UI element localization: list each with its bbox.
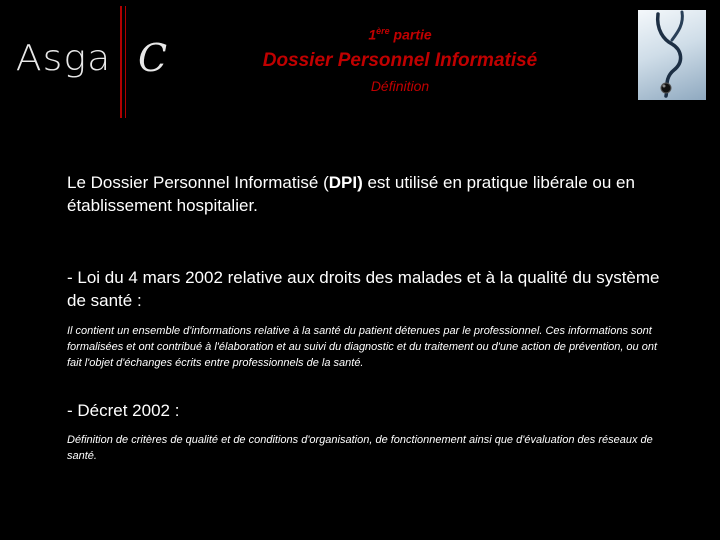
page-title: Dossier Personnel Informatisé [262,50,538,71]
decret-detail: Définition de critères de qualité et de conditions d'organisation, de fonctionnement ainsi que d'évaluation des réseaux de santé. [67,434,653,462]
logo-text: Asga [15,38,112,79]
decret-heading: - Décret 2002 : [67,401,180,420]
stethoscope-icon [638,10,706,100]
loi-heading: - Loi du 4 mars 2002 relative aux droits des malades et à la qualité du système de santé : [67,268,660,310]
stethoscope-photo [638,10,706,100]
loi-detail: Il contient un ensemble d'informations relative à la santé du patient détenues par le professionnel. Ces informations sont formalisées et ont contribué à l'élaboration et au suivi du diagnostic et du traitement ou d'une action de prévention, ou ont fait l'objet d'échanges écrits entre professionnels de la santé. [67,325,658,369]
logo-mark: C [138,36,168,80]
page-subtitle: Définition [370,78,430,94]
part-label: 1ère partie [368,26,432,43]
intro-paragraph: Le Dossier Personnel Informatisé (DPI) est utilisé en pratique libérale ou en établissement hospitalier. [67,173,635,215]
logo-divider [120,6,126,118]
